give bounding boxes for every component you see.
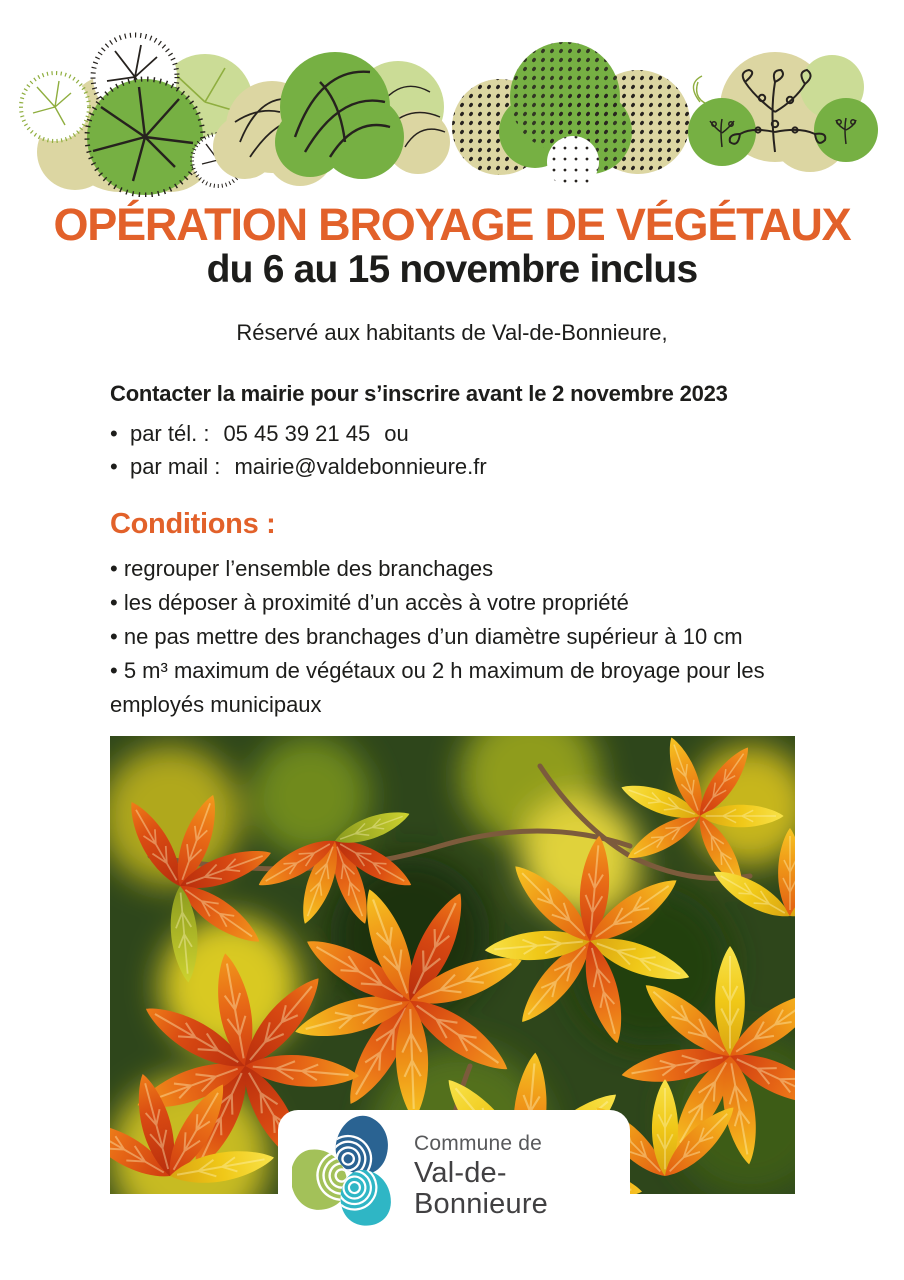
bush-cluster-doodles <box>688 52 878 172</box>
phone-value: 05 45 39 21 45 <box>223 421 371 446</box>
condition-item: • 5 m³ maximum de végétaux ou 2 h maximum de broyage pour les employés municipaux <box>110 654 800 722</box>
commune-logo-text <box>414 1127 630 1219</box>
contact-heading: Contacter la mairie pour s’inscrire avant le 2 novembre 2023 <box>110 381 728 406</box>
condition-item: • ne pas mettre des branchages d’un diamètre supérieur à 10 cm <box>110 620 800 654</box>
poster-title: OPÉRATION BROYAGE DE VÉGÉTAUX <box>53 199 851 250</box>
commune-logo-box <box>278 1110 630 1236</box>
contact-mail-line <box>110 450 800 483</box>
condition-item: • regrouper l’ensemble des branchages <box>110 552 800 586</box>
contact-phone-line <box>110 417 800 450</box>
phone-label: par tél. : <box>129 421 210 446</box>
top-foliage-illustration <box>0 12 904 197</box>
audience-line: Réservé aux habitants de Val-de-Bonnieure, <box>236 320 668 345</box>
commune-logo-icon <box>292 1114 404 1232</box>
phone-suffix: ou <box>384 421 409 446</box>
logo-line1: Commune de <box>414 1132 543 1156</box>
bush-cluster-stippled <box>452 42 690 188</box>
conditions-heading: Conditions : <box>110 508 276 540</box>
contact-block <box>110 381 800 483</box>
bush-cluster-trees <box>21 35 253 195</box>
conditions-list <box>110 552 800 722</box>
condition-item: • les déposer à proximité d’un accès à votre propriété <box>110 586 800 620</box>
bush-cluster-leaves <box>213 52 450 186</box>
logo-line2: Val-de-Bonnieure <box>414 1157 549 1220</box>
mail-value: mairie@valdebonnieure.fr <box>234 454 487 479</box>
mail-label: par mail : <box>129 454 221 479</box>
poster-subtitle: du 6 au 15 novembre inclus <box>206 248 698 291</box>
